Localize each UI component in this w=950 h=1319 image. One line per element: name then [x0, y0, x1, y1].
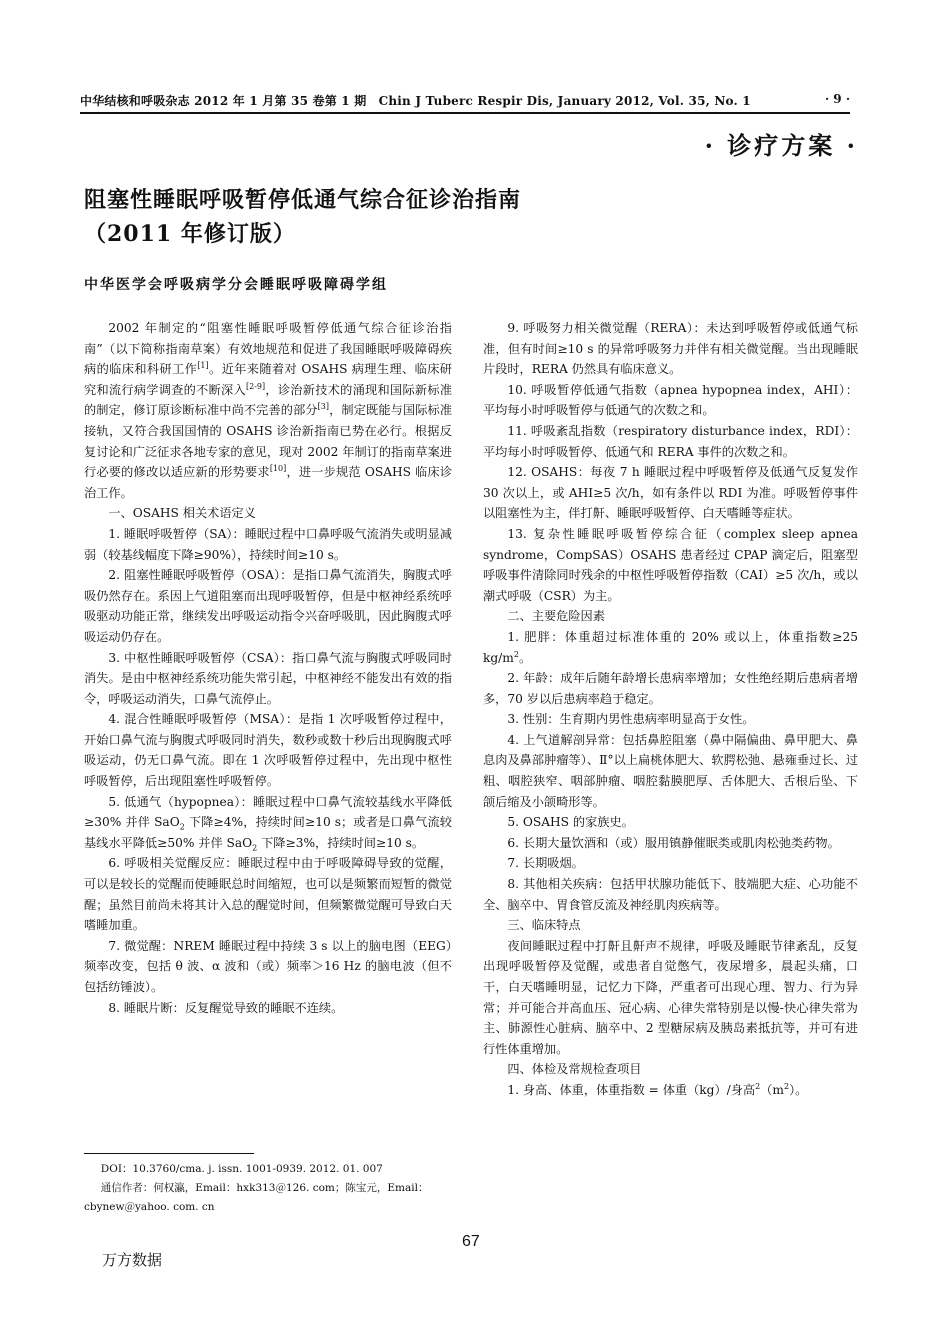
intro-paragraph	[84, 318, 452, 503]
definition-item: 3. 中枢性睡眠呼吸暂停（CSA）：指口鼻气流与胸腹式呼吸同时消失。是由中枢神经系统功能失常引起，中枢神经不能发出有效的指令，呼吸运动消失，口鼻气流停止。	[84, 650, 452, 706]
superscript: 2	[784, 1081, 790, 1091]
intro-text: ，诊治新技术的涌现和国际新标准的制定，修订原诊断标准中尚不完善的部分	[84, 382, 453, 418]
definition-item: 7. 微觉醒：NREM 睡眠过程中持续 3 s 以上的脑电图（EEG）频率改变，包括 θ 波、α 波和（或）频率＞16 Hz 的脑电波（但不包括纺锤波）。	[84, 938, 452, 994]
definition-text: 5. 低通气（hypopnea）：睡眠过程中口鼻气流较基线水平降低≥30% 并伴 SaO	[84, 794, 452, 830]
definition-item: 2. 阻塞性睡眠呼吸暂停（OSA）：是指口鼻气流消失，胸腹式呼吸仍然存在。系因上气道阻塞而出现呼吸暂停，但是中枢神经系统呼吸驱动功能正常，继续发出呼吸运动指令兴奋呼吸肌，因此胸腹式呼吸运动仍存在。	[84, 568, 452, 644]
left-column	[84, 318, 452, 1018]
section-tag: · 诊疗方案 ·	[704, 131, 858, 160]
title-line-1: 阻塞性睡眠呼吸暂停低通气综合征诊治指南	[84, 187, 522, 213]
exam-text: ）。	[789, 1082, 808, 1097]
footer-source: 万方数据	[102, 1252, 163, 1269]
reference-marker: [3]	[317, 402, 330, 412]
risk-factor-item	[483, 627, 858, 668]
subscript: 2	[252, 843, 258, 853]
correspondence-line: 通信作者：何权瀛，Email：hxk313＠126. com；陈宝元，Email：cbynew＠yahoo. com. cn	[84, 1182, 429, 1213]
doi-line: DOI：10.3760/cma. j. issn. 1001-0939. 2012. 01. 007	[100, 1163, 383, 1175]
risk-factor-item: 4. 上气道解剖异常：包括鼻腔阻塞（鼻中隔偏曲、鼻甲肥大、鼻息肉及鼻部肿瘤等）、Ⅱ°以上扁桃体肥大、软腭松弛、悬雍垂过长、过粗、咽腔狭窄、咽部肿瘤、咽腔黏膜肥厚、舌体肥大、舌根后坠、下颌后缩及小颌畸形等。	[483, 732, 858, 809]
risk-factor-item: 2. 年龄：成年后随年龄增长患病率增加；女性绝经期后患病者增多，70 岁以后患病率趋于稳定。	[483, 671, 858, 706]
definition-item: 9. 呼吸努力相关微觉醒（RERA）：未达到呼吸暂停或低通气标准，但有时间≥10 s 的异常呼吸努力并伴有相关微觉醒。当出现睡眠片段时，RERA 仍然具有临床意义。	[483, 321, 858, 377]
footnote	[84, 1160, 452, 1217]
superscript: 2	[755, 1081, 761, 1091]
article-title	[84, 183, 684, 251]
header-rule	[80, 112, 850, 114]
section-heading: 三、临床特点	[507, 918, 581, 933]
footer-page-number: 67	[462, 1233, 480, 1250]
section-heading: 二、主要危险因素	[507, 609, 605, 624]
section-heading: 一、OSAHS 相关术语定义	[108, 506, 256, 521]
definition-item: 4. 混合性睡眠呼吸暂停（MSA）：是指 1 次呼吸暂停过程中，开始口鼻气流与胸腹式呼吸同时消失，数秒或数十秒后出现胸腹式呼吸运动，仍无口鼻气流。即在 1 次呼吸暂停过程中，先出现中枢性呼吸暂停，后出现阻塞性呼吸暂停。	[84, 712, 452, 789]
clinical-features-paragraph: 夜间睡眠过程中打鼾且鼾声不规律，呼吸及睡眠节律紊乱，反复出现呼吸暂停及觉醒，或患者自觉憋气，夜尿增多，晨起头痛，口干，白天嗜睡明显，记忆力下降，严重者可出现心理、智力、行为异常；并可能合并高血压、冠心病、心律失常特别是以慢-快心律失常为主、肺源性心脏病、脑卒中、2 型糖尿病及胰岛素抵抗等，并可有进行性体重增加。	[483, 938, 858, 1056]
exam-text: （m	[760, 1082, 784, 1097]
intro-text: ，进一步规范 OSAHS 临床诊治工作。	[84, 465, 453, 500]
definition-item: 11. 呼吸紊乱指数（respiratory disturbance index，RDI）：平均每小时呼吸暂停、低通气和 RERA 事件的次数之和。	[483, 423, 858, 459]
subscript: 2	[179, 822, 185, 832]
definition-item: 13. 复杂性睡眠呼吸暂停综合征（complex sleep apnea syndrome，CompSAS）OSAHS 患者经过 CPAP 滴定后，阻塞型呼吸事件清除同时残余的中枢性呼吸暂停指数（CAI）≥5 次/h，或以潮式呼吸（CSR）为主。	[483, 526, 858, 603]
page-number: · 9 ·	[824, 92, 850, 106]
risk-factor-item: 7. 长期吸烟。	[507, 856, 584, 871]
section-heading: 四、体检及常规检查项目	[507, 1062, 642, 1077]
risk-text: 1. 肥胖：体重超过标准体重的 20% 或以上，体重指数≥25 kg/m	[483, 629, 858, 665]
exam-text: 1. 身高、体重，体重指数 = 体重（kg）/身高	[507, 1082, 756, 1097]
reference-marker: [2-9]	[245, 381, 266, 391]
definition-item	[84, 792, 452, 854]
right-column	[483, 318, 858, 1101]
definition-item: 10. 呼吸暂停低通气指数（apnea hypopnea index，AHI）：平均每小时呼吸暂停与低通气的次数之和。	[483, 382, 858, 418]
definition-text: 下降≥4%，持续时间≥10 s；或者是口鼻气流较基线水平降低≥50% 并伴 SaO	[84, 815, 452, 850]
journal-header: 中华结核和呼吸杂志 2012 年 1 月第 35 卷第 1 期 Chin J Tuberc Respir Dis, January 2012, Vol. 35, No. 1	[80, 94, 751, 108]
reference-marker: [1]	[197, 361, 209, 371]
reference-marker: [10]	[269, 464, 287, 474]
intro-text: ，制定既能与国际标准接轨，又符合我国国情的 OSAHS 诊治新指南已势在必行。根据反复讨论和广泛征求各地专家的意见，现对 2002 年制订的指南草案进行必要的修改以适应新的形势要求	[84, 403, 453, 480]
footnote-rule	[84, 1153, 254, 1154]
definition-item: 1. 睡眠呼吸暂停（SA）：睡眠过程中口鼻呼吸气流消失或明显减弱（较基线幅度下降≥90%），持续时间≥10 s。	[84, 526, 452, 562]
risk-factor-item: 6. 长期大量饮酒和（或）服用镇静催眠类或肌肉松弛类药物。	[507, 835, 840, 850]
definition-text: 下降≥3%，持续时间≥10 s。	[257, 835, 425, 850]
intro-text: 。近年来随着对 OSAHS 病理生理、临床研究和流行病学调查的不断深入	[84, 362, 452, 397]
risk-factor-item: 3. 性别：生育期内男性患病率明显高于女性。	[507, 712, 755, 727]
risk-text: 。	[518, 650, 532, 665]
intro-text: 2002 年制定的“阻塞性睡眠呼吸暂停低通气综合征诊治指南”（以下简称指南草案）有效地规范和促进了我国睡眠呼吸障碍疾病的临床和科研工作	[84, 321, 452, 377]
title-line-2: （2011 年修订版）	[84, 221, 296, 247]
risk-factor-item: 8. 其他相关疾病：包括甲状腺功能低下、肢端肥大症、心功能不全、脑卒中、胃食管反流及神经肌肉疾病等。	[483, 877, 858, 912]
risk-factor-item: 5. OSAHS 的家族史。	[507, 815, 634, 830]
definition-item: 8. 睡眠片断：反复醒觉导致的睡眠不连续。	[108, 1000, 344, 1015]
author-group: 中华医学会呼吸病学分会睡眠呼吸障碍学组	[84, 277, 388, 293]
exam-item	[483, 1080, 858, 1101]
definition-item: 12. OSAHS：每夜 7 h 睡眠过程中呼吸暂停及低通气反复发作 30 次以上，或 AHI≥5 次/h，如有条件以 RDI 为准。呼吸暂停事件以阻塞性为主，伴打鼾、睡眠呼吸暂停、白天嗜睡等症状。	[483, 465, 858, 521]
definition-item: 6. 呼吸相关觉醒反应：睡眠过程中由于呼吸障碍导致的觉醒，可以是较长的觉醒而使睡眠总时间缩短，也可以是频繁而短暂的微觉醒；虽然目前尚未将其计入总的醒觉时间，但频繁微觉醒可导致白天嗜睡加重。	[84, 856, 452, 933]
superscript: 2	[513, 649, 519, 659]
